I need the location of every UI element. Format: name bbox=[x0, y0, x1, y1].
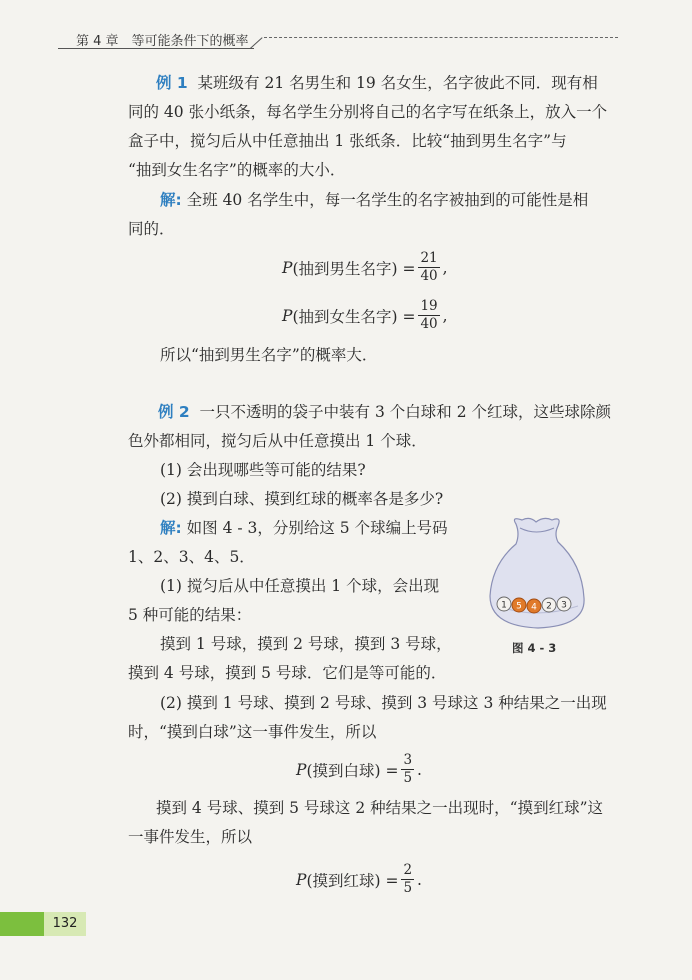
example2-line2: 色外都相同，搅匀后从中任意摸出 1 个球． bbox=[128, 432, 427, 450]
example2-line1: 例 2 一只不透明的袋子中装有 3 个白球和 2 个红球，这些球除颜 bbox=[158, 403, 611, 421]
chapter-title: 第 4 章 等可能条件下的概率 bbox=[76, 34, 249, 49]
header-rule-slant bbox=[250, 37, 263, 48]
formula-white-ball-probability: P (摸到白球) = $\frac{3}{5}$ . bbox=[296, 752, 422, 786]
example1-line3: 盒子中，搅匀后从中任意抽出 1 张纸条．比较“抽到男生名字”与 bbox=[128, 132, 567, 150]
header-dashed-rule bbox=[264, 37, 618, 38]
formula-boy-probability: P (抽到男生名字) = $\frac{21}{40}$ , bbox=[282, 250, 448, 284]
fraction: $\frac{19}{40}$ bbox=[420, 298, 438, 332]
example1-solution-line1: 解: 全班 40 名学生中，每一名学生的名字被抽到的可能性是相 bbox=[160, 191, 589, 209]
fraction: $\frac{3}{5}$ bbox=[403, 752, 413, 786]
page-number-bar bbox=[0, 912, 86, 936]
example2-question2: (2) 摸到白球、摸到红球的概率各是多少? bbox=[160, 490, 444, 508]
fraction: $\frac{2}{5}$ bbox=[403, 862, 413, 896]
svg-text:3: 3 bbox=[561, 600, 567, 611]
example2-solution-line2: 1、2、3、4、5． bbox=[128, 548, 255, 566]
svg-text:1: 1 bbox=[501, 600, 507, 611]
svg-text:2: 2 bbox=[546, 601, 552, 612]
svg-text:4: 4 bbox=[531, 602, 537, 613]
running-header bbox=[58, 28, 618, 50]
answer1-line3: 摸到 1 号球，摸到 2 号球，摸到 3 号球， bbox=[160, 635, 452, 653]
example2-question1: (1) 会出现哪些等可能的结果? bbox=[160, 461, 366, 479]
answer2-line1: (2) 摸到 1 号球、摸到 2 号球、摸到 3 号球这 3 种结果之一出现 bbox=[160, 694, 607, 712]
example2-solution-line1: 解: 如图 4 - 3，分别给这 5 个球编上号码 bbox=[160, 519, 448, 537]
ball-icon bbox=[557, 597, 571, 611]
figure-caption: 图 4 - 3 bbox=[512, 641, 557, 655]
formula-girl-probability: P (抽到女生名字) = $\frac{19}{40}$ , bbox=[282, 298, 448, 332]
answer1-line1: (1) 搅匀后从中任意摸出 1 个球，会出现 bbox=[160, 577, 440, 595]
example1-solution-line2: 同的． bbox=[128, 220, 175, 238]
ball-icon bbox=[512, 598, 526, 612]
fraction: $\frac{21}{40}$ bbox=[420, 250, 438, 284]
ball-icon bbox=[542, 598, 556, 612]
ball-icon bbox=[527, 599, 541, 613]
ball-icon bbox=[497, 597, 511, 611]
example2-label: 例 2 bbox=[158, 403, 190, 421]
bag-with-balls-figure bbox=[486, 514, 586, 654]
answer1-line4: 摸到 4 号球，摸到 5 号球．它们是等可能的． bbox=[128, 664, 447, 682]
page-number: 132 bbox=[44, 912, 86, 936]
example1-label: 例 1 bbox=[156, 74, 188, 92]
example1-line1: 例 1 某班级有 21 名男生和 19 名女生，名字彼此不同．现有相 bbox=[156, 74, 598, 92]
solution-label: 解: bbox=[160, 191, 182, 209]
answer2-line4: 一事件发生，所以 bbox=[128, 828, 253, 846]
svg-text:5: 5 bbox=[516, 601, 522, 612]
answer2-line3: 摸到 4 号球、摸到 5 号球这 2 种结果之一出现时，“摸到红球”这 bbox=[156, 799, 603, 817]
example1-conclusion: 所以“抽到男生名字”的概率大． bbox=[160, 346, 378, 364]
header-rule bbox=[58, 48, 254, 49]
example1-line2: 同的 40 张小纸条，每名学生分别将自己的名字写在纸条上，放入一个 bbox=[128, 103, 608, 121]
solution-label: 解: bbox=[160, 519, 182, 537]
answer1-line2: 5 种可能的结果： bbox=[128, 606, 252, 624]
example1-line4: “抽到女生名字”的概率的大小． bbox=[128, 161, 346, 179]
formula-red-ball-probability: P (摸到红球) = $\frac{2}{5}$ . bbox=[296, 862, 422, 896]
answer2-line2: 时，“摸到白球”这一事件发生，所以 bbox=[128, 723, 377, 741]
